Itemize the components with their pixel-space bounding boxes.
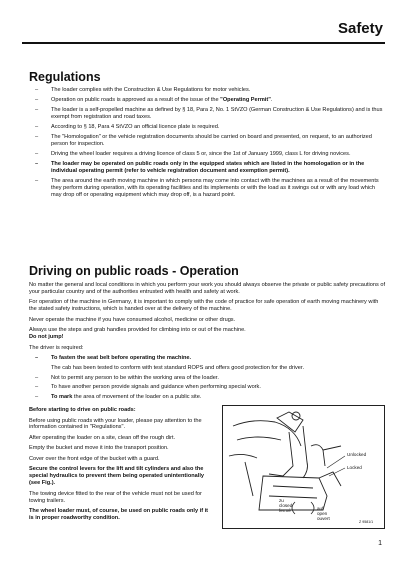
paragraph: For operation of the machine in Germany, it is important to comply with the code of practice for safe operation of earth moving machinery with the stated safety instructions, which is handed over at the delivery of the machine. xyxy=(29,299,379,313)
list-item: – The loader complies with the Construction & Use Regulations for motor vehicles. xyxy=(29,87,385,94)
list-item xyxy=(29,394,385,401)
list-item: – The loader is a self-propelled machine as defined by § 18, Para 2, No. 1 StVZO (German Construction & Use Regulations) and is thus exempt from registration and road taxes. xyxy=(29,107,385,121)
text: Always use the steps and grab handles provided for climbing into or out of the machine. xyxy=(29,327,246,334)
auf-label: auf xyxy=(317,506,324,511)
paragraph: Never operate the machine if you have consumed alcohol, medicine or other drugs. xyxy=(29,316,236,323)
paragraph: Before using public roads with your loader, please pay attention to the information contained in "Regulations". xyxy=(29,417,202,431)
ferme-label: fermé xyxy=(279,508,291,513)
no-jump-warning: Do not jump! xyxy=(29,334,64,341)
paragraph: Secure the control levers for the lift and tilt cylinders and also the special hydraulics to prevent them being operated unintentionally (see Fig.). xyxy=(29,466,204,487)
paragraph: After operating the loader on a site, clean off the rough dirt. xyxy=(29,434,176,441)
paragraph: The driver is required: xyxy=(29,344,84,351)
driver-requirements-list xyxy=(29,355,385,401)
control-lever-figure xyxy=(222,405,385,529)
closed-label: closed xyxy=(279,503,293,508)
driving-section xyxy=(29,282,385,404)
list-item: – The area around the earth moving machine in which persons may come into contact with the machines as a result of the movements they perform during operation, with its operating facilities and its implements or with the load as it swings out or with any load which may drop off or operating equipment which may drop off, is a hazard point. xyxy=(29,178,385,199)
ouvert-label: ouvert xyxy=(317,516,330,521)
before-driving-section xyxy=(29,407,212,526)
list-item: – Driving the wheel loader requires a driving licence of class 5 or, since the 1st of January 1999, class L for driving novices. xyxy=(29,151,385,158)
unlocked-label: Unlocked xyxy=(347,452,367,457)
regulations-list xyxy=(29,87,385,202)
figure-code: Z 9581/1 xyxy=(359,520,374,524)
section-title: Safety xyxy=(337,20,383,37)
zu-label: zu xyxy=(279,498,284,503)
list-item: – To fasten the seat belt before operating the machine. xyxy=(29,355,385,362)
page-header xyxy=(22,22,385,44)
list-item: – According to § 18, Para 4 StVZO an official licence plate is required. xyxy=(29,124,385,131)
paragraph: The wheel loader must, of course, be used on public roads only if it is in proper roadworthy condition. xyxy=(29,508,209,522)
paragraph xyxy=(29,327,385,341)
list-item: – The loader may be operated on public roads only in the equipped states which are listed in the homologation or in the individual operating permit (refer to vehicle registration document and exemption permit). xyxy=(29,161,385,175)
list-item: – Not to permit any person to be within the working area of the loader. xyxy=(29,375,385,382)
list-item: – Operation on public roads is approved as a result of the issue of the "Operating Permit". xyxy=(29,97,385,104)
text: To mark xyxy=(51,394,73,401)
list-item: – To have another person provide signals and guidance when performing special work. xyxy=(29,384,385,391)
paragraph: The towing device fitted to the rear of the vehicle must not be used for towing trailers. xyxy=(29,490,202,504)
regulations-heading: Regulations xyxy=(29,70,101,84)
list-item-note xyxy=(29,365,385,372)
text: the area of movement of the loader on a public site. xyxy=(72,394,202,401)
paragraph: No matter the general and local conditions in which you perform your work you should always observe the private or public safety precautions of your particular country and of the authorities entrusted with health and safety at work. xyxy=(29,282,386,295)
page-number: 1 xyxy=(378,540,382,547)
locked-label: Locked xyxy=(347,465,362,470)
text: The cab has been tested to conform with test standard ROPS and offers good protection for the driver. xyxy=(51,364,305,371)
before-heading: Before starting to drive on public roads: xyxy=(29,407,136,413)
list-item: – The "Homologation" or the vehicle registration documents should be carried on board and presented, on request, to an authorized person for inspection. xyxy=(29,134,385,148)
paragraph: Cover over the front edge of the bucket with a guard. xyxy=(29,455,160,462)
paragraph: Empty the bucket and move it into the transport position. xyxy=(29,445,169,452)
driving-heading: Driving on public roads - Operation xyxy=(29,264,239,278)
open-label: open xyxy=(317,511,328,516)
